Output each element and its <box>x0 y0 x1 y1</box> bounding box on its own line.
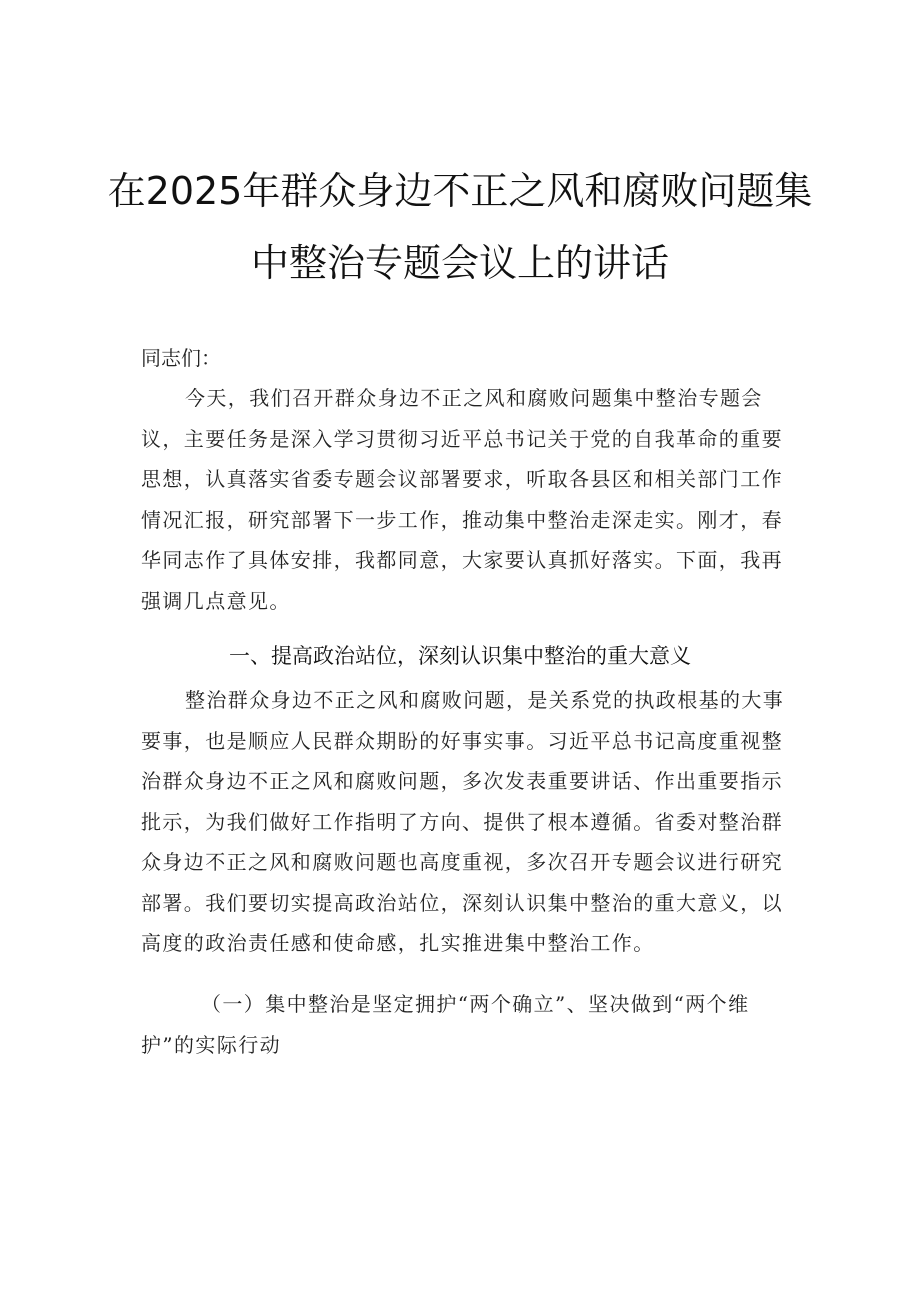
paragraph-significance: 整治群众身边不正之风和腐败问题，是关系党的执政根基的大事要事，也是顺应人民群众期盼的好事实事。习近平总书记高度重视整治群众身边不正之风和腐败问题，多次发表重要讲话、作出重要指示批示，为我们做好工作指明了方向、提供了根本遵循。省委对整治群众身边不正之风和腐败问题也高度重视，多次召开专题会议进行研究部署。我们要切实提高政治站位，深刻认识集中整治的重大意义，以高度的政治责任感和使命感，扎实推进集中整治工作。 <box>141 688 785 955</box>
document-title-line-1: 在2025年群众身边不正之风和腐败问题集 <box>107 169 813 213</box>
document-title-line-2: 中整治专题会议上的讲话 <box>250 241 669 285</box>
section-heading-1: 一、提高政治站位，深刻认识集中整治的重大意义 <box>229 644 691 668</box>
subheading-1: （一）集中整治是坚定拥护“两个确立”、坚决做到“两个维护”的实际行动 <box>141 992 750 1057</box>
salutation: 同志们： <box>141 346 221 370</box>
paragraph-intro: 今天，我们召开群众身边不正之风和腐败问题集中整治专题会议，主要任务是深入学习贯彻习近平总书记关于党的自我革命的重要思想，认真落实省委专题会议部署要求，听取各县区和相关部门工作情况汇报，研究部署下一步工作，推动集中整治走深走实。刚才，春华同志作了具体安排，我都同意，大家要认真抓好落实。下面，我再强调几点意见。 <box>141 386 783 613</box>
